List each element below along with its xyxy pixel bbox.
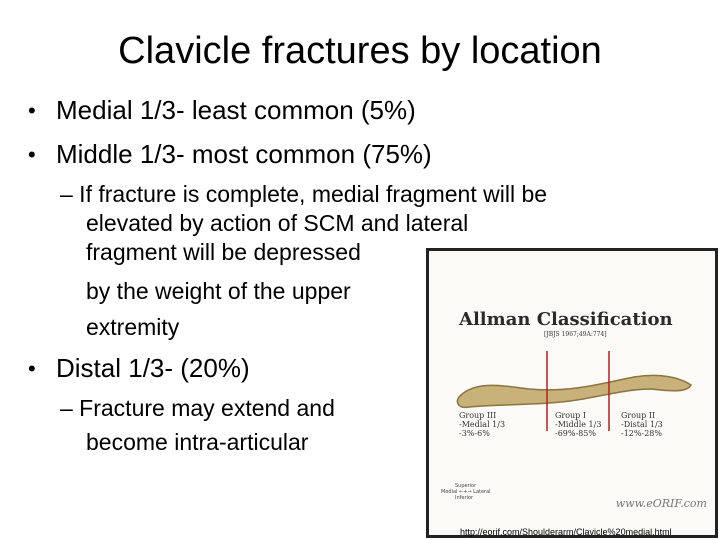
- bullet-distal: Distal 1/3- (20%): [56, 353, 250, 383]
- group-medial-label: Group III -Medial 1/3 -3%-6%: [459, 411, 506, 438]
- figure-title: Allman Classification: [459, 309, 673, 330]
- subpoint-line: become intra-articular: [86, 429, 309, 455]
- bullet-icon: •: [28, 98, 36, 123]
- bullet-icon: •: [28, 142, 36, 167]
- subpoint-line: fragment will be depressed: [86, 239, 361, 265]
- clavicle-bone: [457, 375, 691, 407]
- figure-citation: [JBJS 1967;49A:774]: [544, 331, 607, 338]
- orientation-compass: Superior Medial ←+→ Lateral Inferior: [441, 483, 491, 501]
- subpoint-line: elevated by action of SCM and lateral: [86, 210, 469, 236]
- group-middle-label: Group I -Middle 1/3 -69%-85%: [555, 411, 602, 438]
- allman-classification-figure: [426, 248, 718, 538]
- bullet-middle: Middle 1/3- most common (75%): [56, 139, 432, 169]
- subpoint-line: – If fracture is complete, medial fragment will be: [60, 181, 548, 207]
- subpoint-line: by the weight of the upper: [86, 278, 351, 304]
- bullet-icon: •: [28, 356, 36, 381]
- watermark: www.eORIF.com: [615, 497, 707, 510]
- subpoint-line: extremity: [86, 314, 180, 340]
- bullet-medial: Medial 1/3- least common (5%): [56, 95, 416, 125]
- slide-title: Clavicle fractures by location: [118, 30, 602, 72]
- source-link[interactable]: http://eorif.com/Shoulderarm/Clavicle%20medial.html: [460, 527, 672, 537]
- group-distal-label: Group II -Distal 1/3 -12%-28%: [621, 411, 663, 438]
- subpoint-line: – Fracture may extend and: [60, 395, 335, 421]
